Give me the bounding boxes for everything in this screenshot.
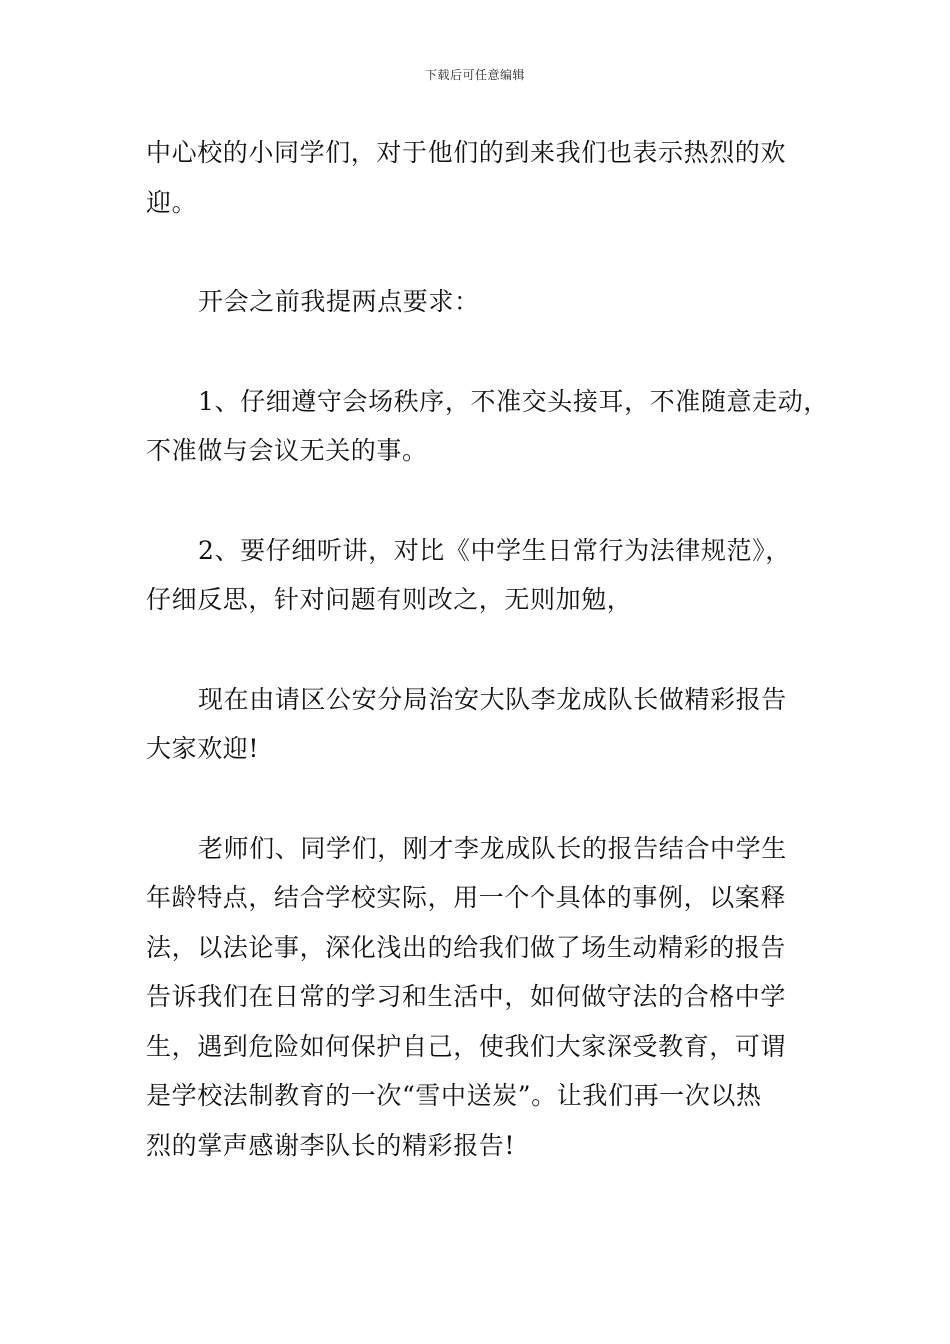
paragraph-line: 法，以法论事，深化浅出的给我们做了场生动精彩的报告	[146, 932, 787, 962]
paragraph-welcome	[146, 128, 806, 227]
paragraph-report-intro	[146, 675, 806, 774]
paragraph-closing	[146, 824, 806, 1171]
paragraph-line: 烈的掌声感谢李队长的精彩报告!	[146, 1130, 516, 1160]
paragraph-line: 仔细反思，针对问题有则改之，无则加勉，	[146, 585, 633, 614]
paragraph-requirement-1	[146, 377, 829, 476]
paragraph-requirement-2	[146, 526, 806, 625]
paragraph-line: 是学校法制教育的一次“雪中送炭”。让我们再一次以热	[146, 1081, 762, 1110]
paragraph-line: 现在由请区公安分局治安大队李龙成队长做精彩报告	[198, 684, 787, 714]
paragraph-line: 生，遇到危险如何保护自己，使我们大家深受教育，可谓	[146, 1031, 787, 1061]
paragraph-line: 告诉我们在日常的学习和生活中，如何做守法的合格中学	[146, 982, 787, 1011]
document-body	[146, 128, 829, 1220]
paragraph-requirements-intro	[146, 277, 806, 327]
paragraph-line: 1、仔细遵守会场秩序，不准交头接耳，不准随意走动，	[198, 386, 829, 416]
paragraph-line: 不准做与会议无关的事。	[146, 436, 428, 465]
page-header: 下载后可任意编辑	[424, 68, 525, 82]
paragraph-line: 年龄特点，结合学校实际，用一个个具体的事例，以案释	[146, 883, 787, 912]
paragraph-line: 开会之前我提两点要求：	[198, 287, 480, 316]
paragraph-line: 大家欢迎!	[146, 734, 260, 763]
paragraph-line: 2、要仔细听讲，对比《中学生日常行为法律规范》，	[198, 535, 791, 565]
paragraph-line: 老师们、同学们，刚才李龙成队长的报告结合中学生	[198, 833, 787, 863]
paragraph-line: 中心校的小同学们，对于他们的到来我们也表示热烈的欢	[146, 138, 787, 167]
paragraph-line: 迎。	[146, 187, 198, 217]
